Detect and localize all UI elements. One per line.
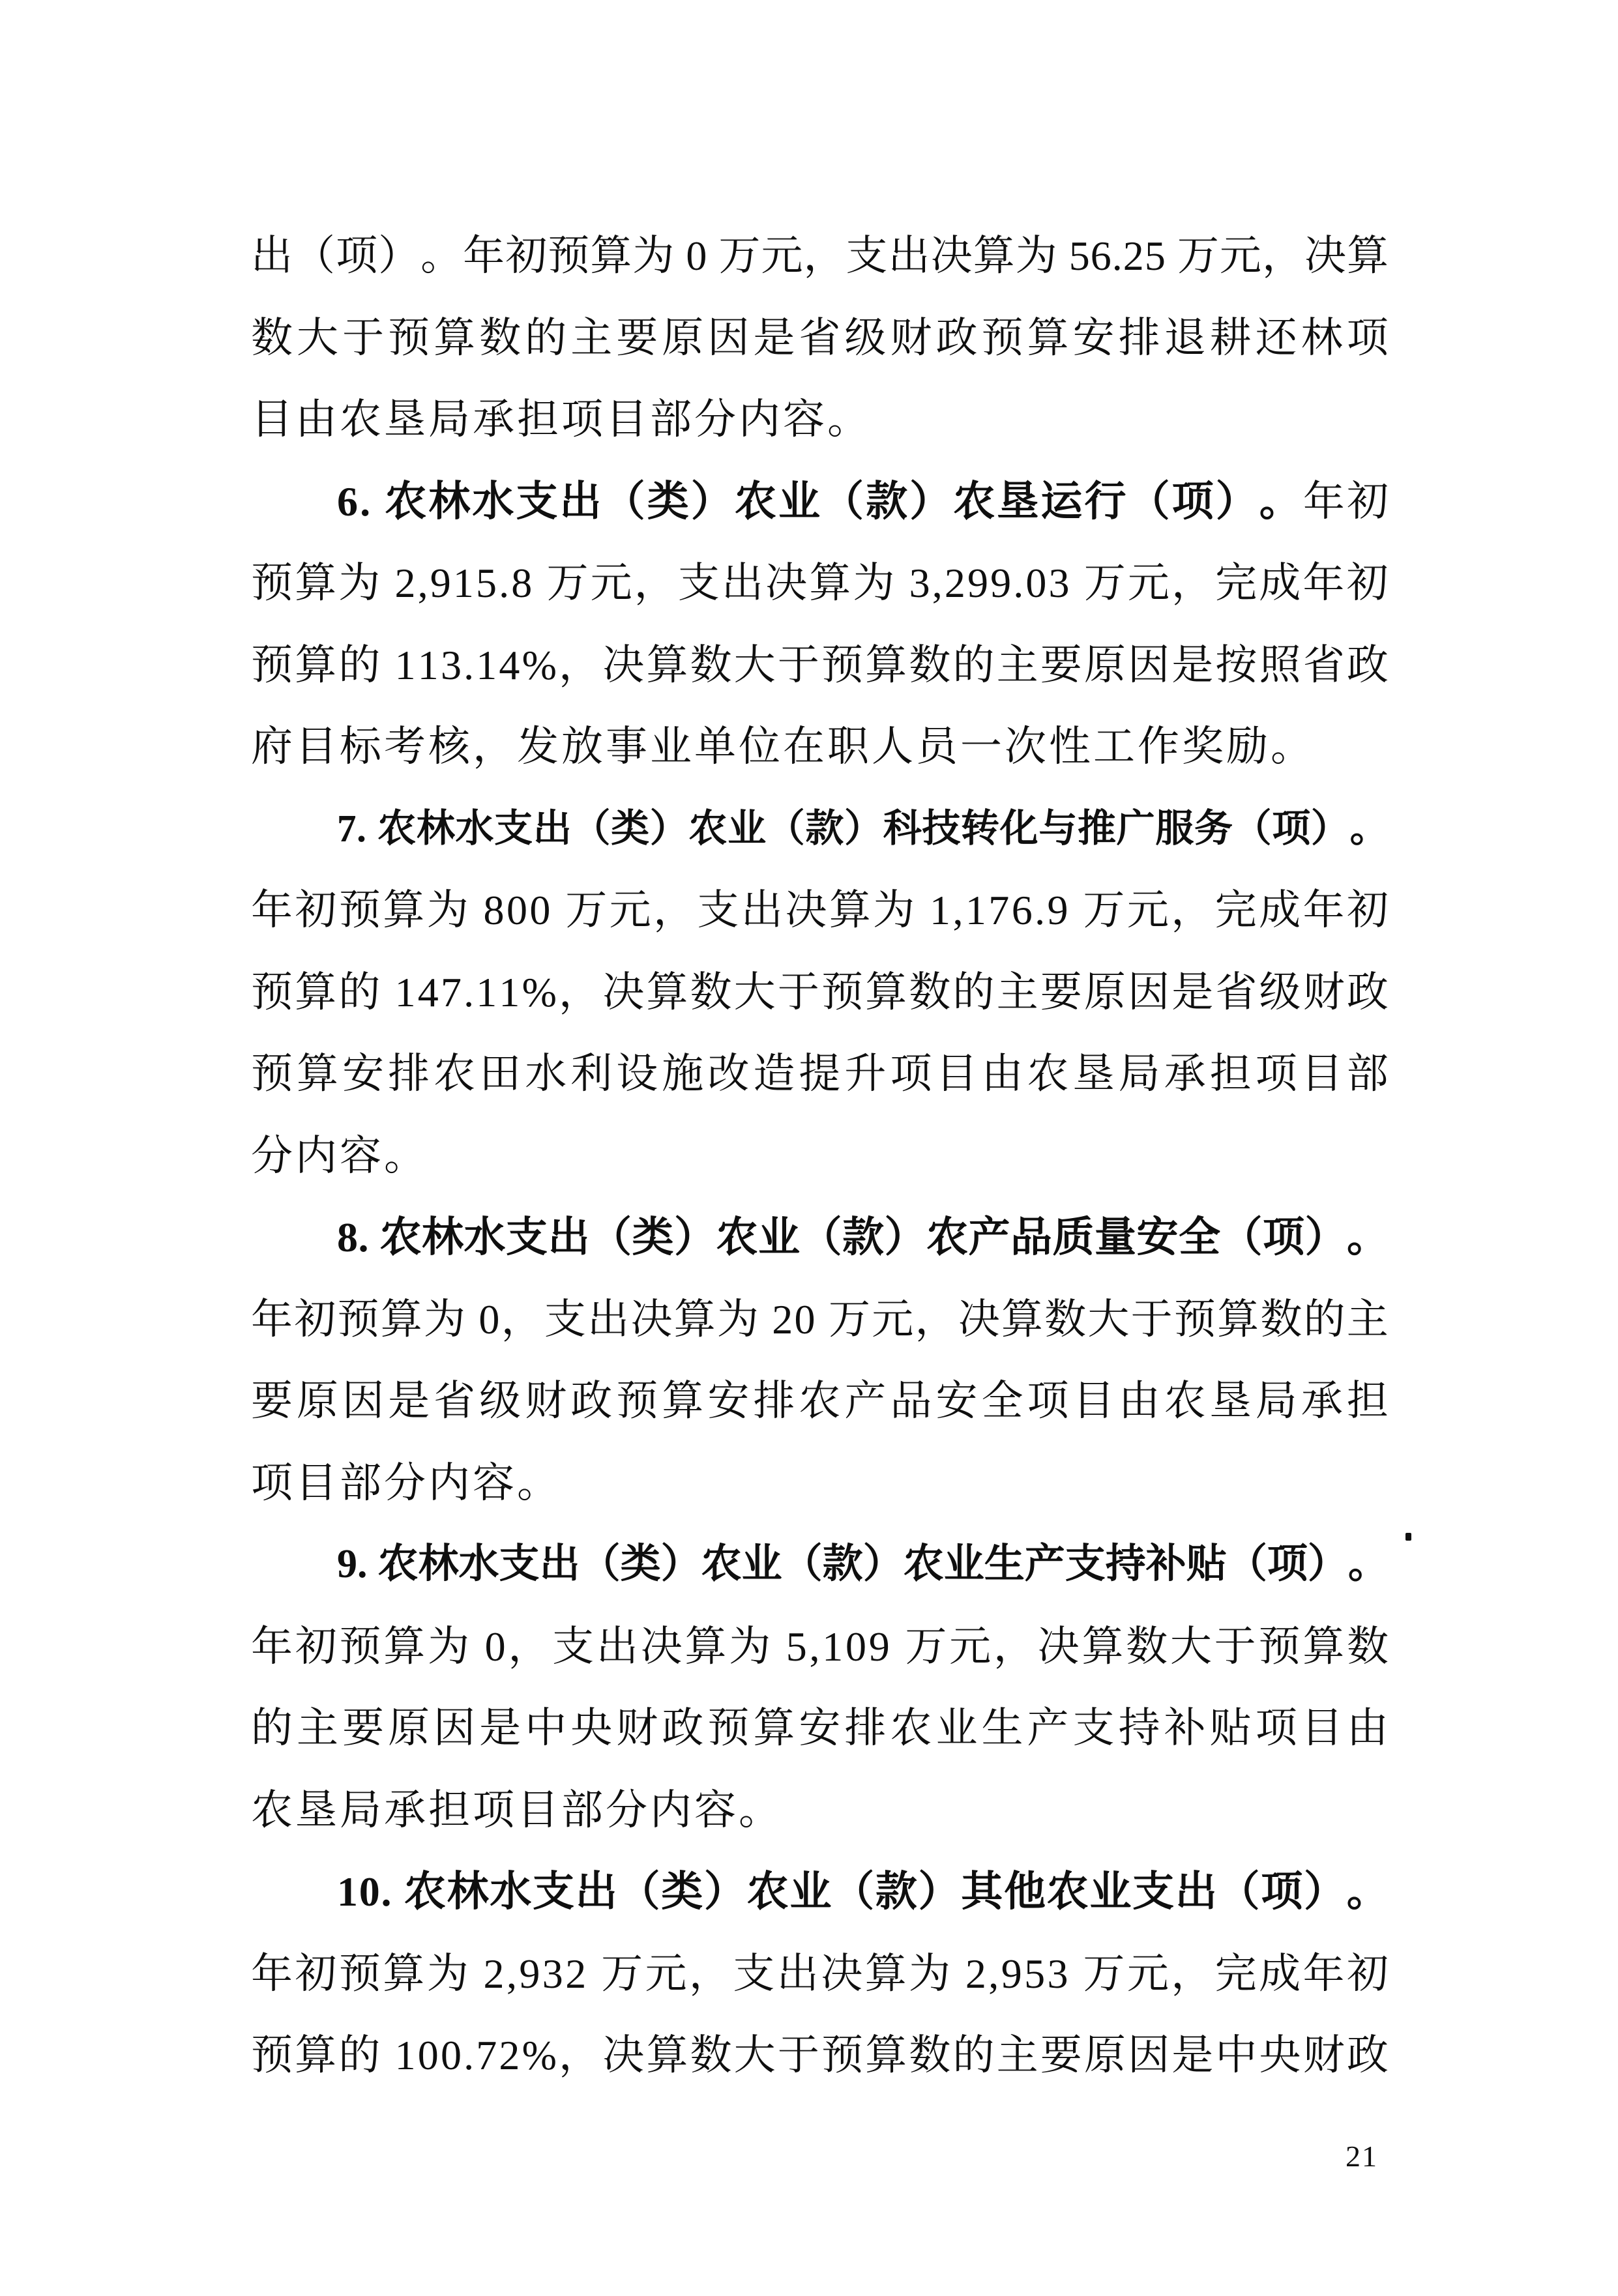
text-line: 8 . 农 林 水 支 出 （ 类 ） 农 业 （ 款 ） 农 产 品 质 量 安 全 （ 项 ） 。 — [337, 1214, 1389, 1260]
text-line: 预 算 的 1 4 7 . 1 1 % ， 决 算 数 大 于 预 算 数 的 主 要 原 因 是 省 级 财 政 — [251, 968, 1389, 1015]
text-line: 项目部分内容。 — [251, 1459, 561, 1506]
text-line: 1 0 . 农 林 水 支 出 （ 类 ） 农 业 （ 款 ） 其 他 农 业 支 出 （ 项 ） 。 — [337, 1868, 1389, 1915]
document-body — [251, 215, 1389, 2097]
text-line: 预 算 为 2 , 9 1 5 . 8 万 元 ， 支 出 决 算 为 3 , 2 9 9 . 0 3 万 元 ， 完 成 年 初 — [251, 560, 1389, 606]
text-line: 年 初 预 算 为 8 0 0 万 元 ， 支 出 决 算 为 1 , 1 7 6 . 9 万 元 ， 完 成 年 初 — [251, 887, 1389, 933]
text-line: 府目标考核，发放事业单位在职人员一次性工作奖励。 — [251, 723, 1315, 770]
text-line: 预 算 安 排 农 田 水 利 设 施 改 造 提 升 项 目 由 农 垦 局 承 担 项 目 部 — [251, 1051, 1389, 1097]
text-line: 的 主 要 原 因 是 中 央 财 政 预 算 安 排 农 业 生 产 支 持 补 贴 项 目 由 — [251, 1705, 1389, 1751]
text-line: 农垦局承担项目部分内容。 — [251, 1786, 783, 1833]
text-line: 要 原 因 是 省 级 财 政 预 算 安 排 农 产 品 安 全 项 目 由 农 垦 局 承 担 — [251, 1378, 1389, 1424]
text-line: 9 . 农 林 水 支 出 （ 类 ） 农 业 （ 款 ） 农 业 生 产 支 持 补 贴 （ 项 ） 。 — [337, 1542, 1389, 1586]
text-line: 年 初 预 算 为 0 ， 支 出 决 算 为 2 0 万 元 ， 决 算 数 大 于 预 算 数 的 主 — [251, 1296, 1389, 1343]
text-line: 预 算 的 1 1 3 . 1 4 % ， 决 算 数 大 于 预 算 数 的 主 要 原 因 是 按 照 省 政 — [251, 641, 1389, 688]
stray-mark — [1405, 1533, 1411, 1541]
text-line: 分内容。 — [251, 1132, 428, 1179]
text-line: 预 算 的 1 0 0 . 7 2 % ， 决 算 数 大 于 预 算 数 的 主 要 原 因 是 中 央 财 政 — [251, 2032, 1389, 2078]
text-line: 年 初 预 算 为 0 ， 支 出 决 算 为 5 , 1 0 9 万 元 ， 决 算 数 大 于 预 算 数 — [251, 1623, 1389, 1670]
text-line: 数 大 于 预 算 数 的 主 要 原 因 是 省 级 财 政 预 算 安 排 退 耕 还 林 项 — [251, 314, 1389, 361]
page-number: 21 — [1346, 2140, 1378, 2173]
text-line: 6 . 农 林 水 支 出 （ 类 ） 农 业 （ 款 ） 农 垦 运 行 （ 项 ） 。 年 初 — [337, 478, 1389, 525]
text-line: 目由农垦局承担项目部分内容。 — [251, 396, 872, 443]
text-line: 出 （ 项 ） 。 年 初 预 算 为 0 万 元 ， 支 出 决 算 为 5 6 . 2 5 万 元 ， 决 算 — [251, 233, 1389, 279]
text-line: 7 . 农 林 水 支 出 （ 类 ） 农 业 （ 款 ） 科 技 转 化 与 推 广 服 务 （ 项 ） 。 — [337, 806, 1389, 850]
text-line: 年 初 预 算 为 2 , 9 3 2 万 元 ， 支 出 决 算 为 2 , 9 5 3 万 元 ， 完 成 年 初 — [251, 1950, 1389, 1997]
